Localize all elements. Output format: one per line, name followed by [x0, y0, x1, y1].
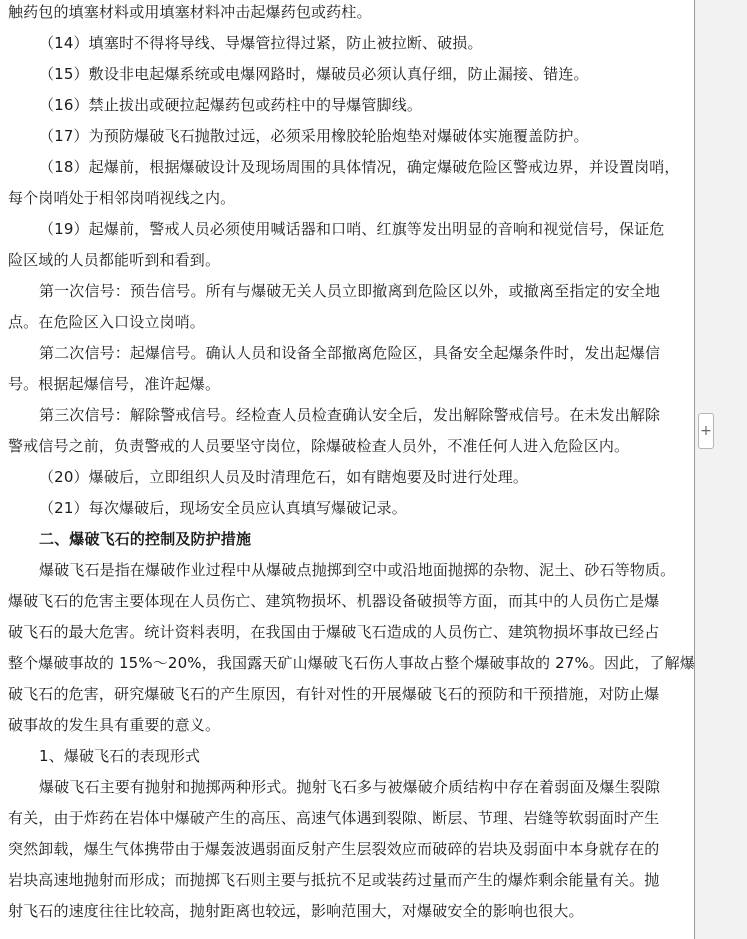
text-line: 射飞石的速度往往比较高，抛射距离也较远，影响范围大，对爆破安全的影响也很大。 [8, 902, 584, 920]
text-line: （19）起爆前，警戒人员必须使用喊话器和口哨、红旗等发出明显的音响和视觉信号，保证危 [39, 220, 665, 238]
text-line: 第一次信号：预告信号。所有与爆破无关人员立即撤离到危险区以外，或撤离至指定的安全地 [39, 282, 661, 300]
text-line: （15）敷设非电起爆系统或电爆网路时，爆破员必须认真仔细，防止漏接、错连。 [39, 65, 589, 83]
text-line: （17）为预防爆破飞石抛散过远，必须采用橡胶轮胎炮垫对爆破体实施覆盖防护。 [39, 127, 589, 145]
text-line: 爆破飞石的危害主要体现在人员伤亡、建筑物损坏、机器设备破损等方面，而其中的人员伤亡是爆 [8, 592, 660, 610]
plus-icon: + [700, 423, 712, 439]
text-line: 爆破飞石是指在爆破作业过程中从爆破点抛掷到空中或沿地面抛掷的杂物、泥土、砂石等物质。 [39, 561, 676, 579]
text-line: （16）禁止拔出或硬拉起爆药包或药柱中的导爆管脚线。 [39, 96, 422, 114]
text-line: 爆破飞石主要有抛射和抛掷两种形式。抛射飞石多与被爆破介质结构中存在着弱面及爆生裂隙 [39, 778, 661, 796]
text-line: 第二次信号：起爆信号。确认人员和设备全部撤离危险区，具备安全起爆条件时，发出起爆信 [39, 344, 661, 362]
text-line: （20）爆破后，立即组织人员及时清理危石，如有瞎炮要及时进行处理。 [39, 468, 529, 486]
text-line: （14）填塞时不得将导线、导爆管拉得过紧，防止被拉断、破损。 [39, 34, 483, 52]
text-line: 险区域的人员都能听到和看到。 [8, 251, 221, 269]
text-line: 点。在危险区入口设立岗哨。 [8, 313, 205, 331]
text-line: 警戒信号之前，负责警戒的人员要坚守岗位，除爆破检查人员外，不准任何人进入危险区内。 [8, 437, 630, 455]
text-line: 触药包的填塞材料或用填塞材料冲击起爆药包或药柱。 [8, 3, 372, 21]
text-line: 第三次信号：解除警戒信号。经检查人员检查确认安全后，发出解除警戒信号。在未发出解除 [39, 406, 661, 424]
text-line: 破事故的发生具有重要的意义。 [8, 716, 221, 734]
text-line: 岩块高速地抛射而形成；而抛掷飞石则主要与抵抗不足或装药过量而产生的爆炸剩余能量有关。抛 [8, 871, 660, 889]
text-line: 破飞石的危害，研究爆破飞石的产生原因，有针对性的开展爆破飞石的预防和干预措施，对防止爆 [8, 685, 660, 703]
text-line: （18）起爆前，根据爆破设计及现场周围的具体情况，确定爆破危险区警戒边界，并设置岗哨， [39, 158, 680, 176]
text-line: 破飞石的最大危害。统计资料表明，在我国由于爆破飞石造成的人员伤亡、建筑物损坏事故已经占 [8, 623, 660, 641]
text-line: 整个爆破事故的 15%～20%，我国露天矿山爆破飞石伤人事故占整个爆破事故的 27%。因此，了解爆 [8, 654, 695, 672]
text-line: 有关，由于炸药在岩体中爆破产生的高压、高速气体遇到裂隙、断层、节理、岩缝等软弱面时产生 [8, 809, 660, 827]
text-line: 号。根据起爆信号，准许起爆。 [8, 375, 221, 393]
text-line: 每个岗哨处于相邻岗哨视线之内。 [8, 189, 236, 207]
section-heading: 二、爆破飞石的控制及防护措施 [39, 530, 252, 548]
expand-button[interactable] [698, 413, 714, 449]
text-line: 突然卸载，爆生气体携带由于爆轰波遇弱面反射产生层裂效应而破碎的岩块及弱面中本身就存在的 [8, 840, 660, 858]
text-line: （21）每次爆破后，现场安全员应认真填写爆破记录。 [39, 499, 407, 517]
text-line: 1、爆破飞石的表现形式 [39, 747, 201, 765]
